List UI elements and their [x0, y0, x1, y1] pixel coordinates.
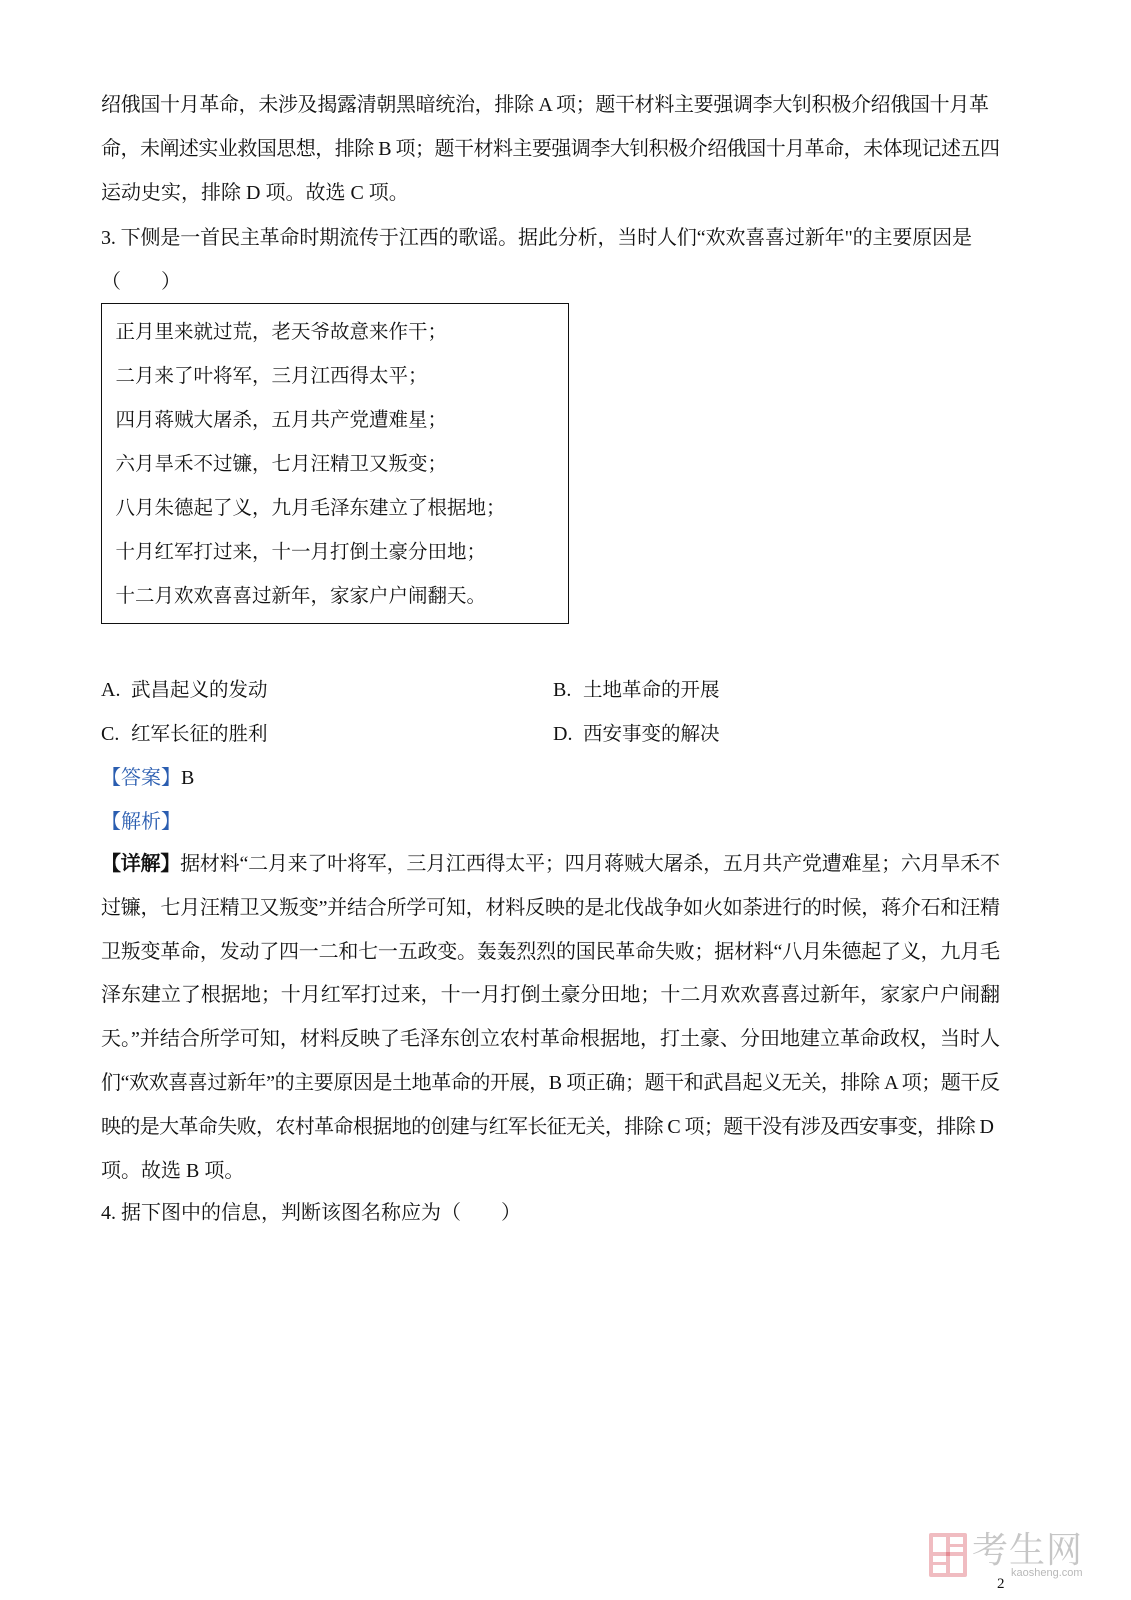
detail-line-1-text: 据材料“二月来了叶将军，三月江西得太平；四月蒋贼大屠杀，五月共产党遭难星；六月旱禾不 — [180, 853, 1000, 875]
option-c — [101, 712, 268, 757]
analysis-label: 【解析】 — [101, 811, 181, 833]
question-4-stem: 4. 据下图中的信息，判断该图名称应为（ ） — [101, 1202, 521, 1224]
detail-line-3: 卫叛变革命，发动了四一二和七一五政变。轰轰烈烈的国民革命失败；据材料“八月朱德起了义，九月毛 — [101, 940, 1000, 963]
option-a-text: 武昌起义的发动 — [131, 680, 268, 701]
option-b-label: B. — [553, 679, 572, 701]
ballad-line-7: 十二月欢欢喜喜过新年，家家户户闹翻天。 — [115, 586, 487, 607]
kaosheng-logo-icon — [929, 1533, 967, 1577]
detail-label: 【详解】 — [101, 853, 181, 875]
detail-line-8: 项。故选 B 项。 — [101, 1159, 245, 1182]
option-d-text: 西安事变的解决 — [583, 724, 720, 745]
ballad-box — [101, 303, 569, 624]
detail-line-2: 过镰，七月汪精卫又叛变”并结合所学可知，材料反映的是北伐战争如火如荼进行的时候，蒋介石和汪精 — [101, 896, 1000, 919]
detail-line-7: 映的是大革命失败，农村革命根据地的创建与红军长征无关，排除 C 项；题干没有涉及西安事变，排除 D — [101, 1115, 994, 1138]
previous-explanation-line-1: 绍俄国十月革命，未涉及揭露清朝黑暗统治，排除 A 项；题干材料主要强调李大钊积极介绍俄国十月革 — [101, 94, 989, 116]
logo-segment — [933, 1537, 946, 1552]
analysis-line — [101, 800, 181, 844]
previous-explanation — [101, 83, 1000, 215]
detail-explanation — [101, 843, 1000, 1193]
question-3-options — [101, 668, 1001, 756]
question-3-stem — [101, 216, 972, 304]
page-number: 2 — [997, 1576, 1005, 1592]
logo-segment — [950, 1556, 963, 1573]
logo-center — [946, 1552, 950, 1556]
option-d-label: D. — [553, 723, 573, 745]
answer-value: B — [181, 767, 195, 789]
ballad-line-1: 正月里来就过荒，老天爷故意来作干； — [115, 322, 448, 343]
detail-line-4: 泽东建立了根据地；十月红军打过来，十一月打倒土豪分田地；十二月欢欢喜喜过新年，家家户户闹翻 — [101, 984, 1000, 1007]
option-c-label: C. — [101, 723, 120, 745]
answer-line — [101, 756, 194, 800]
detail-line-6: 们“欢欢喜喜过新年”的主要原因是土地革命的开展，B 项正确；题干和武昌起义无关，排除 A 项；题干反 — [101, 1071, 1000, 1094]
ballad-line-2: 二月来了叶将军，三月江西得太平； — [115, 366, 428, 387]
previous-explanation-line-2: 命，未阐述实业救国思想，排除 B 项；题干材料主要强调李大钊积极介绍俄国十月革命，未体现记述五四 — [101, 138, 1000, 160]
detail-line-5: 天。”并结合所学可知，材料反映了毛泽东创立农村革命根据地，打土豪、分田地建立革命政权，当时人 — [101, 1028, 1000, 1051]
answer-label: 【答案】 — [101, 767, 181, 789]
ballad-line-5: 八月朱德起了义，九月毛泽东建立了根据地； — [115, 498, 506, 519]
question-3-stem-text: 3. 下侧是一首民主革命时期流传于江西的歌谣。据此分析，当时人们“欢欢喜喜过新年"的主要原因是 — [101, 227, 972, 249]
logo-segment — [950, 1547, 963, 1552]
logo-segment — [933, 1556, 946, 1562]
option-a — [101, 668, 268, 713]
watermark-domain: kaosheng.com — [1011, 1567, 1083, 1579]
option-b — [553, 668, 720, 713]
options-row-1 — [101, 668, 1001, 712]
logo-segment — [950, 1537, 963, 1544]
option-b-text: 土地革命的开展 — [583, 680, 720, 701]
watermark-brand: 考生网 — [972, 1529, 1084, 1570]
option-d — [553, 712, 720, 757]
logo-segment — [933, 1565, 946, 1573]
options-row-2 — [101, 712, 1001, 756]
question-3-answer-blank: （ ） — [101, 271, 181, 293]
ballad-line-3: 四月蒋贼大屠杀，五月共产党遭难星； — [115, 410, 448, 431]
ballad-line-6: 十月红军打过来，十一月打倒土豪分田地； — [115, 542, 487, 563]
ballad-line-4: 六月旱禾不过镰，七月汪精卫又叛变； — [115, 454, 448, 475]
detail-line-1 — [101, 843, 1000, 887]
previous-explanation-line-3: 运动史实，排除 D 项。故选 C 项。 — [101, 182, 409, 204]
option-c-text: 红军长征的胜利 — [131, 724, 268, 745]
option-a-label: A. — [101, 679, 121, 701]
